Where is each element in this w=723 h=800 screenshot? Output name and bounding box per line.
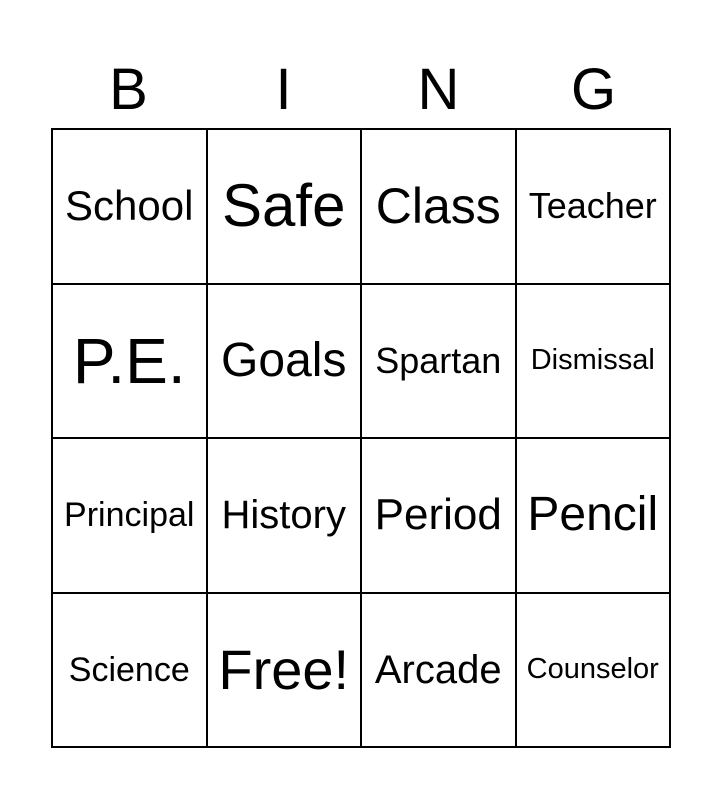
cell-label: School	[65, 182, 194, 230]
cell-label: Period	[374, 490, 502, 540]
cell-label: Safe	[222, 172, 346, 240]
bingo-cell-r4c1[interactable]	[53, 594, 208, 749]
cell-label: Pencil	[527, 488, 659, 542]
header-letter-n: N	[417, 57, 460, 122]
bingo-cell-r2c4[interactable]	[517, 285, 672, 440]
bingo-cell-r3c2[interactable]	[208, 439, 363, 594]
cell-label: Principal	[64, 496, 195, 535]
header-letter-b: B	[109, 57, 148, 122]
bingo-cell-r2c2[interactable]	[208, 285, 363, 440]
bingo-cell-r1c4[interactable]	[517, 130, 672, 285]
cell-label: Spartan	[375, 339, 502, 381]
bingo-cell-r4c2[interactable]	[208, 594, 363, 749]
cell-label: Class	[375, 178, 501, 235]
cell-label: Teacher	[528, 185, 657, 227]
bingo-cell-r1c3[interactable]	[362, 130, 517, 285]
bingo-cell-r3c3[interactable]	[362, 439, 517, 594]
bingo-cell-r3c4[interactable]	[517, 439, 672, 594]
bingo-board	[51, 128, 671, 748]
bingo-cell-r1c2[interactable]	[208, 130, 363, 285]
bingo-cell-r1c1[interactable]	[53, 130, 208, 285]
cell-label: Science	[68, 650, 190, 689]
cell-label: Arcade	[374, 647, 502, 692]
cell-label: Dismissal	[530, 344, 655, 377]
cell-label: P.E.	[72, 324, 186, 397]
cell-label: Goals	[221, 333, 347, 387]
bingo-cell-r2c3[interactable]	[362, 285, 517, 440]
header-letter-i: I	[275, 57, 292, 122]
bingo-cell-r3c1[interactable]	[53, 439, 208, 594]
bingo-cell-r4c4[interactable]	[517, 594, 672, 749]
bingo-cell-r4c3[interactable]	[362, 594, 517, 749]
header-letter-g: G	[570, 57, 617, 122]
bingo-header	[51, 58, 671, 122]
cell-label: Free!	[218, 637, 350, 701]
bingo-cell-r2c1[interactable]	[53, 285, 208, 440]
cell-label: History	[221, 493, 346, 538]
cell-label: Counselor	[526, 653, 659, 686]
